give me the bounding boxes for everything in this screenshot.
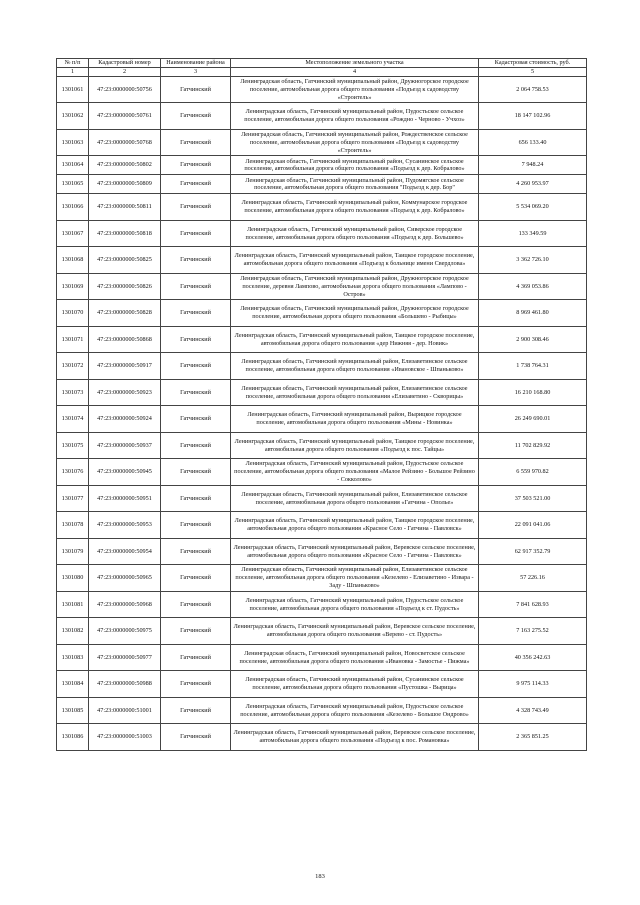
table-row (57, 194, 587, 221)
table-row (57, 353, 587, 380)
cadastral-number: 47:23:0000000:50768 (89, 129, 161, 156)
district-name: Гатчинский (161, 156, 231, 175)
district-name: Гатчинский (161, 432, 231, 459)
location-text: Ленинградская область, Гатчинский муниципальный район, Дружногорское городское поселение, автомобильная дорога общего пользования «Подъезд к садоводству «Строитель» (231, 76, 479, 103)
location-text: Ленинградская область, Гатчинский муниципальный район, Пудостьское сельское поселение, автомобильная дорога общего пользования «Малое Рейзино - Большое Рейзино - Сокколово» (231, 459, 479, 486)
cadastral-number: 47:23:0000000:50825 (89, 247, 161, 274)
location-text: Ленинградская область, Гатчинский муниципальный район, Пудостьское сельское поселение, автомобильная дорога общего пользования «Подъезд к ст. Пудость» (231, 591, 479, 618)
table-row (57, 273, 587, 300)
row-number: 1301068 (57, 247, 89, 274)
district-name: Гатчинский (161, 326, 231, 353)
row-number: 1301069 (57, 273, 89, 300)
location-text: Ленинградская область, Гатчинский муниципальный район, Сусанинское сельское поселение, автомобильная дорога общего пользования «Подъезд к дер. Кобралово» (231, 156, 479, 175)
district-name: Гатчинский (161, 220, 231, 247)
header-cell: № п/п (57, 59, 89, 68)
row-number: 1301067 (57, 220, 89, 247)
district-name: Гатчинский (161, 103, 231, 130)
header-cell: Кадастровый номер (89, 59, 161, 68)
table-row (57, 591, 587, 618)
row-number: 1301062 (57, 103, 89, 130)
cadastral-number: 47:23:0000000:50809 (89, 175, 161, 194)
table-row (57, 406, 587, 433)
table-row (57, 103, 587, 130)
column-number: 2 (89, 68, 161, 77)
location-text: Ленинградская область, Гатчинский муниципальный район, Веревское сельское поселение, автомобильная дорога общего пользования «Подъезд к пос. Романовка» (231, 724, 479, 751)
table-row (57, 538, 587, 565)
cadastral-number: 47:23:0000000:50937 (89, 432, 161, 459)
table-body (57, 76, 587, 750)
cadastral-cost: 2 900 308.46 (479, 326, 587, 353)
cadastral-number: 47:23:0000000:50828 (89, 300, 161, 327)
cadastral-cost: 3 362 726.10 (479, 247, 587, 274)
district-name: Гатчинский (161, 129, 231, 156)
table-row (57, 459, 587, 486)
table-row (57, 220, 587, 247)
cadastral-cost: 4 260 953.97 (479, 175, 587, 194)
cadastral-number: 47:23:0000000:51001 (89, 697, 161, 724)
row-number: 1301082 (57, 618, 89, 645)
table-row (57, 156, 587, 175)
row-number: 1301077 (57, 485, 89, 512)
row-number: 1301072 (57, 353, 89, 380)
table-row (57, 247, 587, 274)
cadastral-number: 47:23:0000000:50923 (89, 379, 161, 406)
location-text: Ленинградская область, Гатчинский муниципальный район, Новосветское сельское поселение, автомобильная дорога общего пользования «Ивановка - Замостье - Пижма» (231, 644, 479, 671)
header-cell: Местоположение земельного участка (231, 59, 479, 68)
cadastral-cost: 7 841 628.93 (479, 591, 587, 618)
page-number: 183 (315, 873, 325, 880)
table-row (57, 432, 587, 459)
row-number: 1301061 (57, 76, 89, 103)
district-name: Гатчинский (161, 353, 231, 380)
row-number: 1301085 (57, 697, 89, 724)
location-text: Ленинградская область, Гатчинский муниципальный район, Сусанинское сельское поселение, автомобильная дорога общего пользования «Пустошка - Вырица» (231, 671, 479, 698)
row-number: 1301084 (57, 671, 89, 698)
location-text: Ленинградская область, Гатчинский муниципальный район, Пудостьское сельское поселение, автомобильная дорога общего пользования «Рождно - Черново - Учхоз» (231, 103, 479, 130)
cadastral-number: 47:23:0000000:50811 (89, 194, 161, 221)
cadastral-cost: 5 534 069.20 (479, 194, 587, 221)
cadastral-number: 47:23:0000000:50975 (89, 618, 161, 645)
row-number: 1301066 (57, 194, 89, 221)
district-name: Гатчинский (161, 76, 231, 103)
cadastral-cost: 18 147 102.96 (479, 103, 587, 130)
cadastral-cost: 4 328 743.49 (479, 697, 587, 724)
table-row (57, 618, 587, 645)
table-row (57, 485, 587, 512)
cadastral-number: 47:23:0000000:50818 (89, 220, 161, 247)
district-name: Гатчинский (161, 247, 231, 274)
row-number: 1301070 (57, 300, 89, 327)
table-row (57, 512, 587, 539)
row-number: 1301086 (57, 724, 89, 751)
cadastral-cost: 40 356 242.63 (479, 644, 587, 671)
district-name: Гатчинский (161, 512, 231, 539)
row-number: 1301078 (57, 512, 89, 539)
location-text: Ленинградская область, Гатчинский муниципальный район, Таицкое городское поселение, автомобильная дорога общего пользования «Красное Село - Гатчина - Павловск» (231, 512, 479, 539)
row-number: 1301065 (57, 175, 89, 194)
table-row (57, 300, 587, 327)
cadastral-cost: 2 064 758.53 (479, 76, 587, 103)
cadastral-number: 47:23:0000000:50761 (89, 103, 161, 130)
cadastral-cost: 9 975 114.33 (479, 671, 587, 698)
cadastral-number: 47:23:0000000:50868 (89, 326, 161, 353)
header-cell: Наименование района (161, 59, 231, 68)
cadastral-table (56, 58, 587, 751)
table-row (57, 129, 587, 156)
cadastral-number: 47:23:0000000:50954 (89, 538, 161, 565)
cadastral-number: 47:23:0000000:50965 (89, 565, 161, 592)
column-number: 1 (57, 68, 89, 77)
row-number: 1301083 (57, 644, 89, 671)
cadastral-number: 47:23:0000000:50917 (89, 353, 161, 380)
cadastral-number: 47:23:0000000:50924 (89, 406, 161, 433)
district-name: Гатчинский (161, 459, 231, 486)
cadastral-cost: 133 349.59 (479, 220, 587, 247)
row-number: 1301073 (57, 379, 89, 406)
district-name: Гатчинский (161, 644, 231, 671)
location-text: Ленинградская область, Гатчинский муниципальный район, Дружногорское городское поселение, автомобильная дорога общего пользования «Большево - Рыбицы» (231, 300, 479, 327)
cadastral-cost: 2 365 851.25 (479, 724, 587, 751)
district-name: Гатчинский (161, 273, 231, 300)
cadastral-cost: 11 702 829.92 (479, 432, 587, 459)
location-text: Ленинградская область, Гатчинский муниципальный район, Таицкое городское поселение, автомобильная дорога общего пользования «дер Нижняя - дер. Новик» (231, 326, 479, 353)
cadastral-cost: 8 969 461.80 (479, 300, 587, 327)
header-row (57, 59, 587, 68)
district-name: Гатчинский (161, 671, 231, 698)
district-name: Гатчинский (161, 485, 231, 512)
header-cell: Кадастровая стоимость, руб. (479, 59, 587, 68)
cadastral-cost: 1 738 764.31 (479, 353, 587, 380)
district-name: Гатчинский (161, 591, 231, 618)
cadastral-cost: 62 917 352.79 (479, 538, 587, 565)
cadastral-cost: 26 249 690.01 (479, 406, 587, 433)
district-name: Гатчинский (161, 697, 231, 724)
location-text: Ленинградская область, Гатчинский муниципальный район, Веревское сельское поселение, автомобильная дорога общего пользования «Красное Село - Гатчина - Павловск» (231, 538, 479, 565)
cadastral-number: 47:23:0000000:50953 (89, 512, 161, 539)
row-number: 1301064 (57, 156, 89, 175)
district-name: Гатчинский (161, 379, 231, 406)
location-text: Ленинградская область, Гатчинский муниципальный район, Елизаветинское сельское поселение, автомобильная дорога общего пользования «Елизаветино - Скворицы» (231, 379, 479, 406)
cadastral-number: 47:23:0000000:50968 (89, 591, 161, 618)
location-text: Ленинградская область, Гатчинский муниципальный район, Дружногорское городское поселение, деревня Лампово, автомобильная дорога общего пользования «Лампово - Остров» (231, 273, 479, 300)
district-name: Гатчинский (161, 175, 231, 194)
table-row (57, 76, 587, 103)
cadastral-cost: 656 133.40 (479, 129, 587, 156)
location-text: Ленинградская область, Гатчинский муниципальный район, Таицкое городское поселение, автомобильная дорога общего пользования «Подъезд к пос. Тайцы» (231, 432, 479, 459)
table-row (57, 697, 587, 724)
location-text: Ленинградская область, Гатчинский муниципальный район, Пудостьское сельское поселение, автомобильная дорога общего пользования «Кезелево - Большое Ондрово» (231, 697, 479, 724)
cadastral-number: 47:23:0000000:50945 (89, 459, 161, 486)
district-name: Гатчинский (161, 565, 231, 592)
table-row (57, 724, 587, 751)
column-number: 4 (231, 68, 479, 77)
cadastral-number: 47:23:0000000:50826 (89, 273, 161, 300)
location-text: Ленинградская область, Гатчинский муниципальный район, Пудомягское сельское поселение, автомобильная дорога общего пользования "Подъезд к дер. Бор" (231, 175, 479, 194)
location-text: Ленинградская область, Гатчинский муниципальный район, Веревское сельское поселение, автомобильная дорога общего пользования «Верево - ст. Пудость» (231, 618, 479, 645)
cadastral-cost: 6 559 970.82 (479, 459, 587, 486)
location-text: Ленинградская область, Гатчинский муниципальный район, Вырицкое городское поселение, автомобильная дорога общего пользования «Мины - Новинка» (231, 406, 479, 433)
district-name: Гатчинский (161, 406, 231, 433)
location-text: Ленинградская область, Гатчинский муниципальный район, Елизаветинское сельское поселение, автомобильная дорога общего пользования «Кезелево - Елизаветино - Извара - Заду - Шпаньково» (231, 565, 479, 592)
location-text: Ленинградская область, Гатчинский муниципальный район, Елизаветинское сельское поселение, автомобильная дорога общего пользования «Гатчина - Ополье» (231, 485, 479, 512)
cadastral-cost: 57 226.16 (479, 565, 587, 592)
row-number: 1301071 (57, 326, 89, 353)
cadastral-cost: 37 503 521.00 (479, 485, 587, 512)
location-text: Ленинградская область, Гатчинский муниципальный район, Рождественское сельское поселение, автомобильная дорога общего пользования «Подъезд к садоводству «Строитель» (231, 129, 479, 156)
table-row (57, 175, 587, 194)
cadastral-number: 47:23:0000000:50988 (89, 671, 161, 698)
row-number: 1301081 (57, 591, 89, 618)
row-number: 1301075 (57, 432, 89, 459)
table-row (57, 565, 587, 592)
row-number: 1301074 (57, 406, 89, 433)
cadastral-number: 47:23:0000000:50977 (89, 644, 161, 671)
cadastral-cost: 4 369 053.86 (479, 273, 587, 300)
cadastral-number: 47:23:0000000:50802 (89, 156, 161, 175)
row-number: 1301063 (57, 129, 89, 156)
table-row (57, 644, 587, 671)
table-row (57, 671, 587, 698)
cadastral-cost: 7 948.24 (479, 156, 587, 175)
row-number: 1301080 (57, 565, 89, 592)
table-row (57, 379, 587, 406)
cadastral-number: 47:23:0000000:51003 (89, 724, 161, 751)
location-text: Ленинградская область, Гатчинский муниципальный район, Сиверское городское поселение, автомобильная дорога общего пользования «Подъезд к дер. Большево» (231, 220, 479, 247)
location-text: Ленинградская область, Гатчинский муниципальный район, Коммунарское городское поселение, автомобильная дорога общего пользования «Подъезд к дер. Кобралово» (231, 194, 479, 221)
table-row (57, 326, 587, 353)
district-name: Гатчинский (161, 724, 231, 751)
cadastral-cost: 22 091 041.06 (479, 512, 587, 539)
district-name: Гатчинский (161, 618, 231, 645)
district-name: Гатчинский (161, 300, 231, 327)
column-number-row (57, 68, 587, 77)
district-name: Гатчинский (161, 538, 231, 565)
row-number: 1301076 (57, 459, 89, 486)
cadastral-cost: 16 210 168.80 (479, 379, 587, 406)
column-number: 3 (161, 68, 231, 77)
cadastral-number: 47:23:0000000:50951 (89, 485, 161, 512)
cadastral-cost: 7 163 275.52 (479, 618, 587, 645)
cadastral-number: 47:23:0000000:50756 (89, 76, 161, 103)
row-number: 1301079 (57, 538, 89, 565)
location-text: Ленинградская область, Гатчинский муниципальный район, Таицкое городское поселение, автомобильная дорога общего пользования «Подъезд к больнице имени Свердлова» (231, 247, 479, 274)
column-number: 5 (479, 68, 587, 77)
district-name: Гатчинский (161, 194, 231, 221)
location-text: Ленинградская область, Гатчинский муниципальный район, Елизаветинское сельское поселение, автомобильная дорога общего пользования «Ивановское - Шпаньково» (231, 353, 479, 380)
